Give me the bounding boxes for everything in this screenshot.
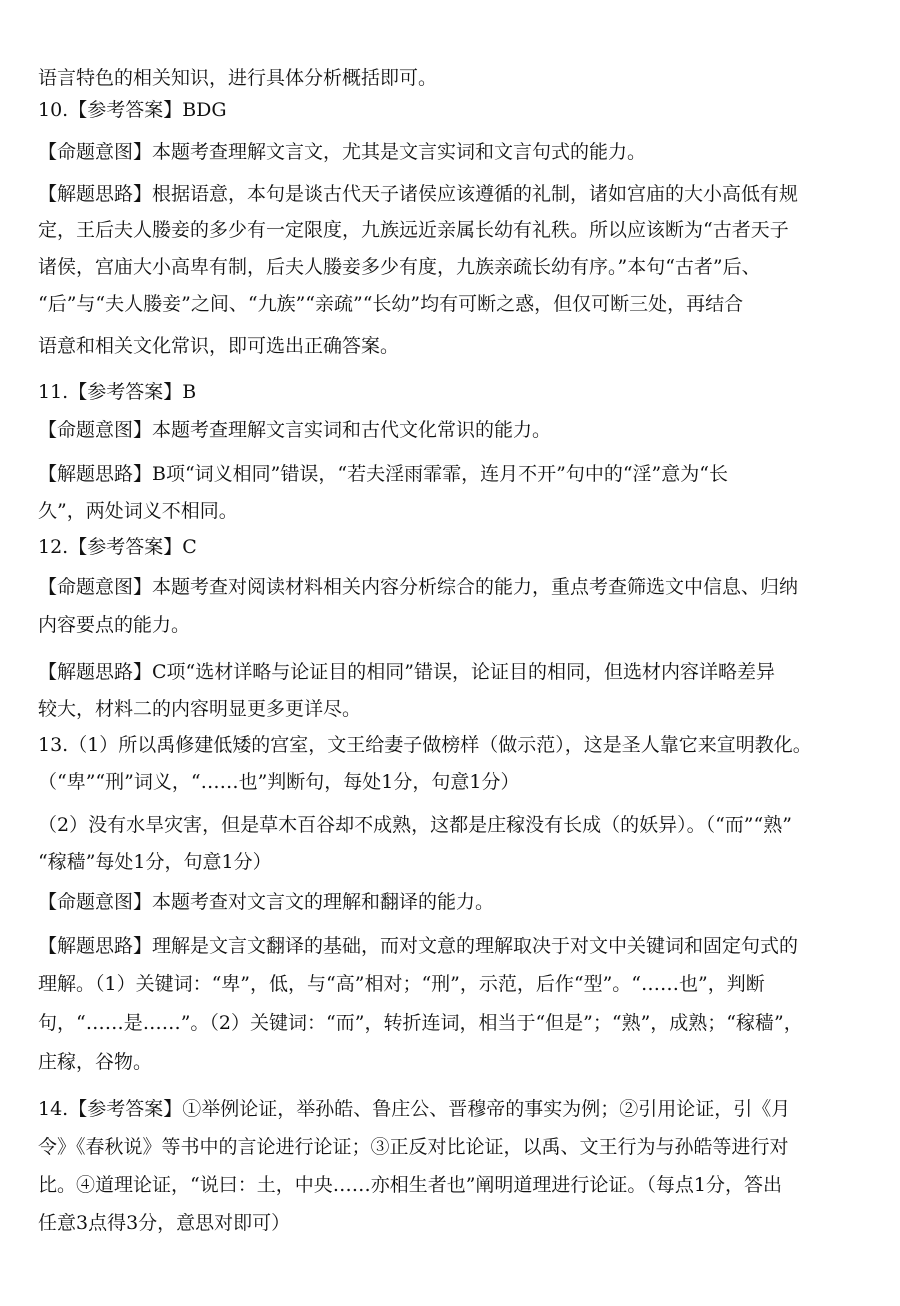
text-line: “稼穑”每处1分，句意1分）: [38, 851, 272, 873]
text-line: 【命题意图】本题考查理解文言实词和古代文化常识的能力。: [38, 419, 552, 441]
text-line: 【命题意图】本题考查理解文言文，尤其是文言实词和文言句式的能力。: [38, 141, 647, 163]
answer-heading-10: 10.【参考答案】BDG: [38, 99, 227, 121]
text-line: 久”，两处词义不相同。: [38, 500, 238, 522]
answer-heading-12: 12.【参考答案】C: [38, 536, 197, 558]
text-line: 【命题意图】本题考查对阅读材料相关内容分析综合的能力，重点考查筛选文中信息、归纳: [38, 576, 799, 598]
text-line: “后”与“夫人媵妾”之间、“九族”“亲疏”“长幼”均有可断之惑，但仅可断三处，再结合: [38, 293, 744, 315]
text-line: 【解题思路】B项“词义相同”错误，“若夫淫雨霏霏，连月不开”句中的“淫”意为“长: [38, 463, 728, 485]
text-line: 定，王后夫人媵妾的多少有一定限度，九族远近亲属长幼有礼秩。所以应该断为“古者天子: [38, 219, 789, 241]
text-line: （2）没有水旱灾害，但是草木百谷却不成熟，这都是庄稼没有长成（的妖异）。（“而”“熟”: [38, 814, 792, 836]
text-line: 内容要点的能力。: [38, 614, 191, 636]
text-line: 理解。（1）关键词：“卑”，低，与“高”相对；“刑”，示范，后作“型”。“……也”，判断: [38, 973, 765, 995]
text-line: 令》《春秋说》等书中的言论进行论证；③正反对比论证，以禹、文王行为与孙皓等进行对: [38, 1136, 789, 1158]
text-line: 【命题意图】本题考查对文言文的理解和翻译的能力。: [38, 891, 495, 913]
text-line: 语言特色的相关知识，进行具体分析概括即可。: [38, 67, 438, 89]
text-line: 较大，材料二的内容明显更多更详尽。: [38, 698, 362, 720]
text-line: （“卑”“刑”词义，“……也”判断句，每处1分，句意1分）: [38, 771, 520, 793]
text-line: 语意和相关文化常识，即可选出正确答案。: [38, 335, 400, 357]
answer-heading-11: 11.【参考答案】B: [38, 381, 197, 403]
text-line: 比。④道理论证，“说曰：土，中央……亦相生者也”阐明道理进行论证。（每点1分，答出: [38, 1174, 783, 1196]
text-line: 诸侯，宫庙大小高卑有制，后夫人媵妾多少有度，九族亲疏长幼有序。”本句“古者”后、: [38, 256, 761, 278]
text-line: 【解题思路】C项“选材详略与论证目的相同”错误，论证目的相同，但选材内容详略差异: [38, 661, 775, 683]
text-line: 任意3点得3分，意思对即可）: [38, 1212, 291, 1234]
text-line: 句，“……是……”。（2）关键词：“而”，转折连词，相当于“但是”；“熟”，成熟；“稼穑”，: [38, 1012, 803, 1034]
answer-heading-14: 14.【参考答案】①举例论证，举孙皓、鲁庄公、晋穆帝的事实为例；②引用论证，引《月: [38, 1098, 791, 1120]
text-line: 【解题思路】根据语意，本句是谈古代天子诸侯应该遵循的礼制，诸如宫庙的大小高低有规: [38, 183, 799, 205]
answer-heading-13: 13.（1）所以禹修建低矮的宫室，文王给妻子做榜样（做示范），这是圣人靠它来宣明教化。: [38, 734, 812, 756]
text-line: 庄稼，谷物。: [38, 1051, 153, 1073]
text-line: 【解题思路】理解是文言文翻译的基础，而对文意的理解取决于对文中关键词和固定句式的: [38, 935, 799, 957]
